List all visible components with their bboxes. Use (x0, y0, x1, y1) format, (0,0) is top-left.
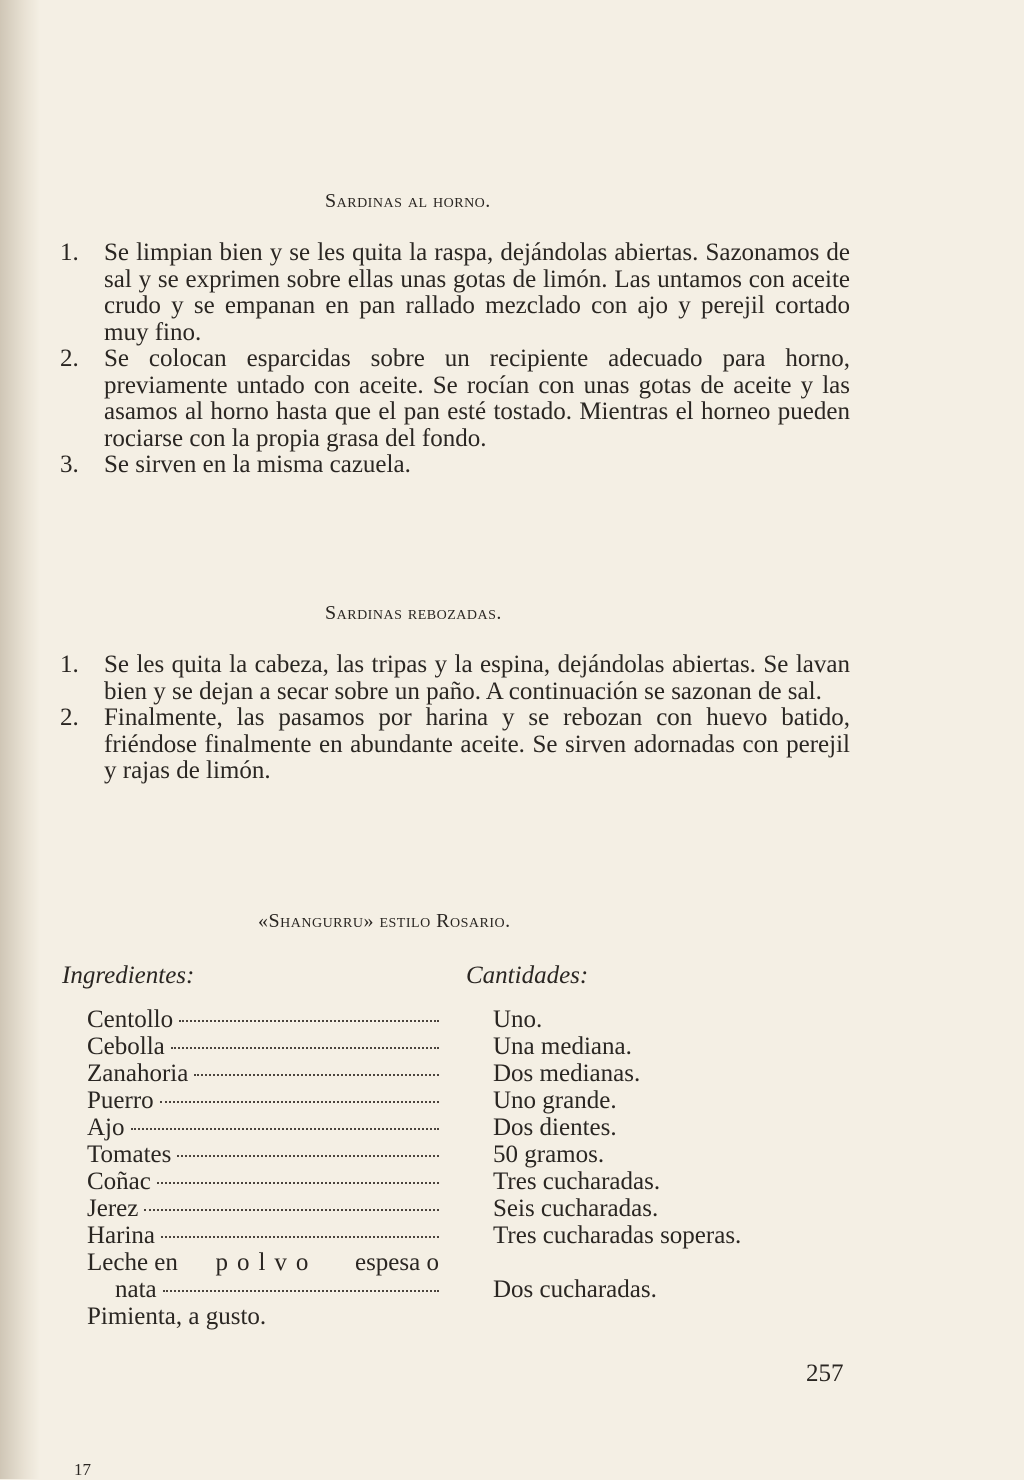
dot-leader (160, 1087, 439, 1103)
step-number: 1. (60, 239, 79, 266)
ingredient-quantity: Dos dientes. (493, 1114, 617, 1141)
step-number: 2. (60, 345, 79, 372)
step-text: Se sirven en la misma cazuela. (104, 451, 411, 478)
ingredient-name: Ajo (87, 1114, 131, 1141)
section-title-sardinas-al-horno: Sardinas al horno. (325, 190, 491, 212)
steps-sardinas-al-horno (60, 240, 850, 479)
page-number: 257 (806, 1360, 844, 1387)
ingredient-name: Harina (87, 1222, 161, 1249)
ingredient-quantity: Dos medianas. (493, 1060, 641, 1087)
ingredient-name: Puerro (87, 1087, 160, 1114)
dot-leader (157, 1168, 439, 1184)
ingredient-quantity: 50 gramos. (493, 1141, 605, 1168)
step-item (60, 452, 850, 479)
ingredient-row (87, 1141, 847, 1168)
step-number: 1. (60, 651, 79, 678)
ingredient-name-part: espesa o (354, 1249, 439, 1276)
ingredient-name-part: Leche en (87, 1249, 178, 1276)
ingredient-row (87, 1303, 847, 1330)
ingredient-quantity: Seis cucharadas. (493, 1195, 659, 1222)
ingredient-row (87, 1276, 847, 1303)
ingredient-quantity: Uno grande. (493, 1087, 617, 1114)
ingredient-name: Cebolla (87, 1033, 171, 1060)
ingredient-name: nata (87, 1276, 163, 1303)
step-item (60, 652, 850, 705)
ingredient-row (87, 1222, 847, 1249)
dot-leader (144, 1195, 439, 1211)
section-title-shangurru: «Shangurru» estilo Rosario. (258, 910, 511, 932)
ingredient-name: Zanahoria (87, 1060, 194, 1087)
ingredients-header: Ingredientes: (62, 962, 195, 989)
ingredient-quantity: Uno. (493, 1006, 543, 1033)
dot-leader (171, 1033, 439, 1049)
section-title-sardinas-rebozadas: Sardinas rebozadas. (325, 602, 502, 624)
ingredients-table (87, 1006, 847, 1330)
ingredient-quantity: Una mediana. (493, 1033, 632, 1060)
ingredient-row (87, 1006, 847, 1033)
ingredient-row (87, 1249, 847, 1276)
step-text: Se les quita la cabeza, las tripas y la espina, dejándolas abiertas. Se lavan bien y se dejan a secar sobre un paño. A continuación se sazonan de sal. (104, 651, 850, 705)
step-text: Finalmente, las pasamos por harina y se rebozan con huevo batido, friéndose finalmente en abundante aceite. Se sirven adornadas con perejil y rajas de limón. (104, 704, 850, 784)
ingredient-row (87, 1114, 847, 1141)
dot-leader (131, 1114, 440, 1130)
step-text: Se colocan esparcidas sobre un recipiente adecuado para horno, previamente untado con aceite. Se rocían con unas gotas de aceite y las asamos al horno hasta que el pan esté tostado. Mientras el horneo pueden rociarse con la propia grasa del fondo. (104, 345, 850, 452)
ingredient-row (87, 1168, 847, 1195)
step-text: Se limpian bien y se les quita la raspa, dejándolas abiertas. Sazonamos de sal y se exprimen sobre ellas unas gotas de limón. Las untamos con aceite crudo y se empanan en pan rallado mezclado con ajo y perejil cortado muy fino. (104, 239, 850, 346)
dot-leader (163, 1276, 439, 1292)
ingredient-quantity: Tres cucharadas. (493, 1168, 661, 1195)
ingredient-name: Coñac (87, 1168, 157, 1195)
step-number: 3. (60, 451, 79, 478)
ingredient-name: Centollo (87, 1006, 179, 1033)
step-number: 2. (60, 704, 79, 731)
quantities-header: Cantidades: (466, 962, 589, 989)
page-gutter-shadow (0, 0, 40, 1479)
ingredient-name: Pimienta, a gusto. (87, 1303, 267, 1330)
step-item (60, 705, 850, 785)
ingredient-row (87, 1195, 847, 1222)
ingredient-row (87, 1087, 847, 1114)
dot-leader (177, 1141, 439, 1157)
steps-sardinas-rebozadas (60, 652, 850, 785)
signature-mark: 17 (74, 1460, 91, 1479)
dot-leader (161, 1222, 439, 1238)
ingredient-quantity: Dos cucharadas. (493, 1276, 657, 1303)
ingredient-row (87, 1033, 847, 1060)
dot-leader (179, 1006, 439, 1022)
step-item (60, 240, 850, 346)
ingredient-name: Jerez (87, 1195, 144, 1222)
ingredient-name-part: polvo (215, 1249, 318, 1276)
ingredient-quantity: Tres cucharadas soperas. (493, 1222, 742, 1249)
ingredient-row (87, 1060, 847, 1087)
step-item (60, 346, 850, 452)
dot-leader (194, 1060, 439, 1076)
ingredient-name: Tomates (87, 1141, 177, 1168)
